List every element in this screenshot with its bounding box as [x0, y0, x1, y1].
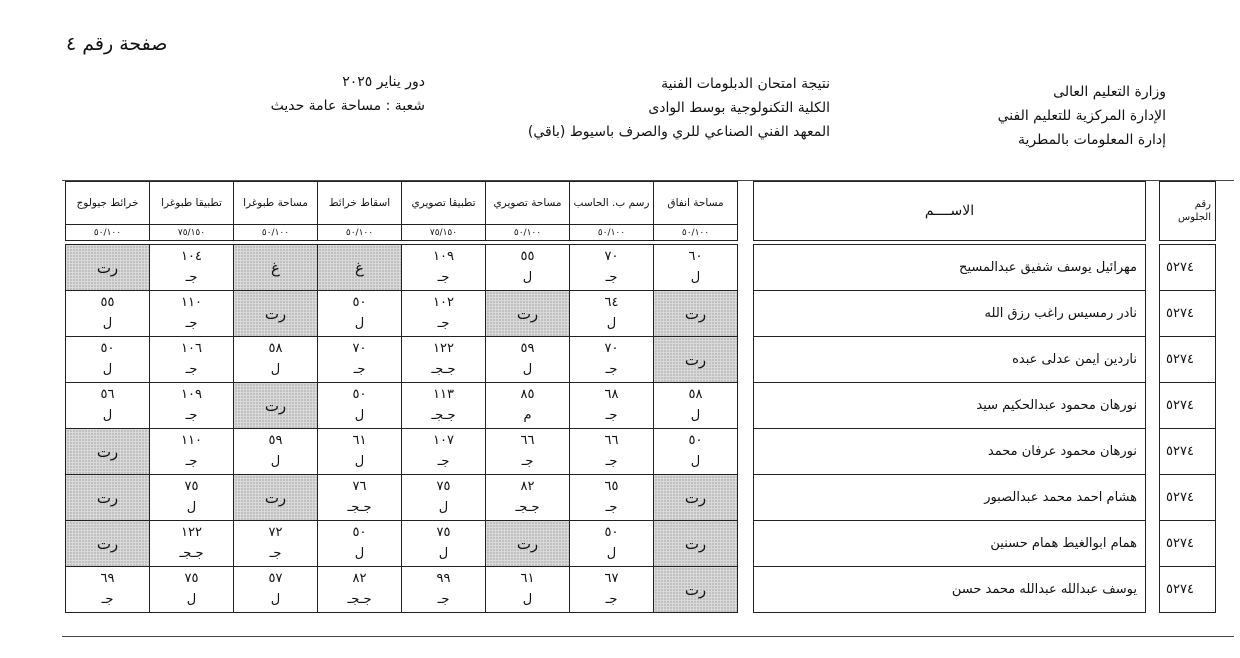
max-score: ٥٠/١٠٠	[486, 225, 570, 241]
mark-value: ٨٢	[520, 478, 535, 494]
mark-grade: جـ	[185, 361, 198, 377]
subject-header: مساحة طبوغرا	[234, 182, 318, 225]
mark-status: رت	[684, 304, 707, 323]
results-table	[65, 181, 1216, 613]
student-name: ناردين ايمن عدلى عبده	[754, 337, 1146, 383]
mark-value: ٥٨	[268, 340, 283, 356]
mark-grade: ل	[690, 269, 701, 285]
mark-cell	[654, 521, 738, 567]
mark-cell	[486, 567, 570, 613]
mark-cell	[402, 383, 486, 429]
mark-cell	[318, 429, 402, 475]
seat-number: ٥٢٧٤	[1160, 429, 1216, 475]
max-score: ٥٠/١٠٠	[570, 225, 654, 241]
mark-status: رت	[264, 488, 287, 507]
mark-value: ٥٥	[520, 248, 535, 264]
mark-grade: جـجـ	[431, 361, 456, 377]
mark-value: ١٠٩	[181, 386, 202, 402]
mark-grade: جـ	[605, 453, 618, 469]
table-row	[66, 245, 1216, 291]
ministry-line: إدارة المعلومات بالمطرية	[1018, 132, 1166, 148]
mark-cell	[66, 291, 150, 337]
mark-cell	[570, 245, 654, 291]
mark-value: ١١٠	[181, 432, 202, 448]
mark-value: ٦٥	[604, 478, 619, 494]
mark-cell	[570, 291, 654, 337]
mark-value: ٦٠	[688, 248, 703, 264]
mark-cell	[234, 567, 318, 613]
mark-cell	[402, 567, 486, 613]
mark-value: ١٢٢	[433, 340, 454, 356]
mark-value: ٦١	[520, 570, 535, 586]
student-name: همام ابوالغيط همام حسنين	[754, 521, 1146, 567]
seat-number: ٥٢٧٤	[1160, 567, 1216, 613]
mark-value: ٧٥	[184, 570, 199, 586]
subject-header: تطبيقا طبوغرا	[150, 182, 234, 225]
mark-grade: جـ	[521, 453, 534, 469]
mark-value: ١٠٤	[181, 248, 202, 264]
mark-value: ٩٩	[436, 570, 451, 586]
mark-cell	[402, 521, 486, 567]
mark-status: رت	[684, 488, 707, 507]
mark-value: ٥٩	[268, 432, 283, 448]
session-header	[271, 70, 425, 118]
mark-cell	[150, 245, 234, 291]
mark-value: ٥٠	[352, 386, 367, 402]
mark-grade: جـ	[185, 407, 198, 423]
page-number: صفحة رقم ٤	[66, 33, 168, 55]
table-row	[66, 383, 1216, 429]
mark-status: غ	[355, 258, 364, 277]
mark-value: ٨٢	[352, 570, 367, 586]
mark-value: ٥٠	[100, 340, 115, 356]
mark-grade: ل	[690, 407, 701, 423]
seat-number: ٥٢٧٤	[1160, 521, 1216, 567]
session-line: شعبة : مساحة عامة حديث	[270, 98, 425, 114]
mark-value: ٧٥	[436, 524, 451, 540]
mark-value: ١٠٧	[433, 432, 454, 448]
mark-value: ٧٢	[268, 524, 283, 540]
mark-value: ٥٠	[352, 294, 367, 310]
mark-value: ٧٠	[352, 340, 367, 356]
ministry-line: وزارة التعليم العالى	[1053, 84, 1166, 100]
mark-value: ٥٠	[352, 524, 367, 540]
table-bottom-rule	[62, 636, 1234, 637]
mark-cell	[318, 521, 402, 567]
seat-number: ٥٢٧٤	[1160, 245, 1216, 291]
mark-status: رت	[96, 488, 119, 507]
mark-cell	[570, 337, 654, 383]
seat-number: ٥٢٧٤	[1160, 291, 1216, 337]
mark-value: ١٠٢	[433, 294, 454, 310]
mark-cell	[66, 383, 150, 429]
mark-status: رت	[96, 442, 119, 461]
seat-header: رقم الجلوس	[1160, 182, 1216, 241]
mark-grade: جـ	[605, 591, 618, 607]
mark-cell	[150, 383, 234, 429]
mark-grade: ل	[522, 269, 533, 285]
exam-line: نتيجة امتحان الدبلومات الفنية	[661, 76, 830, 92]
mark-grade: جـ	[185, 315, 198, 331]
mark-cell	[150, 337, 234, 383]
mark-cell	[654, 383, 738, 429]
mark-cell	[66, 567, 150, 613]
mark-value: ٦٨	[604, 386, 619, 402]
table-row	[66, 475, 1216, 521]
max-score: ٥٠/١٠٠	[654, 225, 738, 241]
mark-status: رت	[684, 580, 707, 599]
mark-grade: ل	[354, 407, 365, 423]
mark-cell	[234, 337, 318, 383]
mark-grade: ل	[354, 453, 365, 469]
mark-cell	[654, 337, 738, 383]
mark-cell	[654, 567, 738, 613]
student-name: نادر رمسيس راغب رزق الله	[754, 291, 1146, 337]
mark-grade: جـ	[605, 269, 618, 285]
session-line: دور يناير ٢٠٢٥	[342, 74, 425, 90]
mark-grade: جـ	[437, 453, 450, 469]
ministry-header	[998, 80, 1166, 152]
mark-cell	[654, 245, 738, 291]
mark-cell	[486, 383, 570, 429]
mark-value: ٦١	[352, 432, 367, 448]
mark-grade: جـ	[101, 591, 114, 607]
mark-grade: ل	[606, 315, 617, 331]
subject-header: اسقاط خرائط	[318, 182, 402, 225]
mark-grade: ل	[270, 453, 281, 469]
mark-cell	[402, 291, 486, 337]
mark-cell	[66, 521, 150, 567]
mark-cell	[66, 475, 150, 521]
mark-status: رت	[516, 304, 539, 323]
mark-grade: ل	[186, 499, 197, 515]
mark-cell	[318, 291, 402, 337]
student-name: هشام احمد محمد عبدالصبور	[754, 475, 1146, 521]
mark-grade: جـ	[437, 315, 450, 331]
mark-status: رت	[264, 396, 287, 415]
seat-number: ٥٢٧٤	[1160, 475, 1216, 521]
mark-grade: جـ	[605, 361, 618, 377]
mark-status: غ	[271, 258, 280, 277]
table-row	[66, 337, 1216, 383]
mark-cell	[486, 521, 570, 567]
table-row	[66, 429, 1216, 475]
mark-status: رت	[516, 534, 539, 553]
ministry-line: الإدارة المركزية للتعليم الفني	[997, 108, 1166, 124]
mark-cell	[318, 475, 402, 521]
mark-cell	[234, 245, 318, 291]
mark-value: ١١٠	[181, 294, 202, 310]
mark-grade: جـ	[605, 407, 618, 423]
student-name: مهرائيل يوسف شفيق عبدالمسيح	[754, 245, 1146, 291]
mark-cell	[66, 245, 150, 291]
mark-grade: جـجـ	[347, 591, 372, 607]
max-score: ٥٠/١٠٠	[234, 225, 318, 241]
mark-value: ٧٥	[436, 478, 451, 494]
table-row	[66, 291, 1216, 337]
mark-cell	[318, 245, 402, 291]
mark-value: ٦٧	[604, 570, 619, 586]
mark-grade: ل	[102, 315, 113, 331]
student-name: نورهان محمود عرفان محمد	[754, 429, 1146, 475]
mark-grade: جـ	[353, 361, 366, 377]
mark-value: ٥٩	[520, 340, 535, 356]
mark-grade: جـ	[269, 545, 282, 561]
name-header: الاســــم	[754, 182, 1146, 241]
mark-cell	[402, 429, 486, 475]
mark-grade: جـجـ	[431, 407, 456, 423]
mark-cell	[318, 383, 402, 429]
mark-value: ٥٨	[688, 386, 703, 402]
mark-grade: جـ	[185, 453, 198, 469]
mark-cell	[486, 475, 570, 521]
mark-value: ٥٧	[268, 570, 283, 586]
mark-value: ٨٥	[520, 386, 535, 402]
mark-value: ٦٦	[604, 432, 619, 448]
mark-grade: م	[523, 407, 532, 423]
mark-status: رت	[684, 534, 707, 553]
subject-header: مساحة انفاق	[654, 182, 738, 225]
mark-grade: ل	[354, 545, 365, 561]
mark-value: ١٢٢	[181, 524, 202, 540]
mark-cell	[570, 521, 654, 567]
mark-cell	[486, 429, 570, 475]
mark-value: ٦٦	[520, 432, 535, 448]
mark-cell	[402, 337, 486, 383]
mark-cell	[234, 521, 318, 567]
mark-value: ٧٥	[184, 478, 199, 494]
mark-grade: جـ	[605, 499, 618, 515]
mark-value: ١٠٦	[181, 340, 202, 356]
mark-cell	[402, 245, 486, 291]
mark-value: ٥٠	[688, 432, 703, 448]
mark-cell	[654, 429, 738, 475]
mark-value: ٥٠	[604, 524, 619, 540]
mark-cell	[570, 475, 654, 521]
mark-grade: جـجـ	[179, 545, 204, 561]
mark-cell	[654, 291, 738, 337]
mark-cell	[570, 429, 654, 475]
max-score: ٥٠/١٠٠	[66, 225, 150, 241]
seat-number: ٥٢٧٤	[1160, 383, 1216, 429]
mark-cell	[570, 567, 654, 613]
table-row	[66, 521, 1216, 567]
mark-cell	[66, 429, 150, 475]
mark-value: ١٠٩	[433, 248, 454, 264]
seat-number: ٥٢٧٤	[1160, 337, 1216, 383]
mark-grade: ل	[102, 407, 113, 423]
mark-cell	[318, 337, 402, 383]
mark-cell	[234, 383, 318, 429]
mark-grade: جـ	[437, 269, 450, 285]
mark-value: ١١٣	[433, 386, 454, 402]
mark-grade: ل	[102, 361, 113, 377]
mark-cell	[402, 475, 486, 521]
subject-header: خرائط جيولوج	[66, 182, 150, 225]
mark-value: ٥٥	[100, 294, 115, 310]
mark-grade: جـ	[437, 591, 450, 607]
mark-grade: ل	[438, 499, 449, 515]
subject-header: تطبيقا تصويري	[402, 182, 486, 225]
mark-value: ٧٠	[604, 340, 619, 356]
max-score: ٥٠/١٠٠	[318, 225, 402, 241]
mark-value: ٧٦	[352, 478, 367, 494]
student-name: نورهان محمود عبدالحكيم سيد	[754, 383, 1146, 429]
mark-value: ٧٠	[604, 248, 619, 264]
mark-cell	[654, 475, 738, 521]
mark-grade: جـجـ	[347, 499, 372, 515]
mark-grade: ل	[186, 591, 197, 607]
mark-value: ٦٩	[100, 570, 115, 586]
subject-header: مساحة تصويري	[486, 182, 570, 225]
mark-grade: ل	[270, 591, 281, 607]
mark-status: رت	[264, 304, 287, 323]
exam-line: المعهد الفني الصناعي للري والصرف باسيوط (باقي)	[527, 124, 830, 140]
subject-header: رسم ب. الحاسب	[570, 182, 654, 225]
mark-status: رت	[684, 350, 707, 369]
max-score: ٧٥/١٥٠	[402, 225, 486, 241]
mark-cell	[234, 429, 318, 475]
mark-value: ٥٦	[100, 386, 115, 402]
mark-grade: ل	[690, 453, 701, 469]
mark-cell	[150, 567, 234, 613]
max-score: ٧٥/١٥٠	[150, 225, 234, 241]
mark-cell	[234, 291, 318, 337]
mark-status: رت	[96, 258, 119, 277]
exam-header	[528, 72, 830, 144]
mark-status: رت	[96, 534, 119, 553]
mark-value: ٦٤	[604, 294, 619, 310]
mark-grade: ل	[270, 361, 281, 377]
mark-grade: ل	[606, 545, 617, 561]
mark-cell	[66, 337, 150, 383]
mark-cell	[150, 291, 234, 337]
mark-grade: ل	[438, 545, 449, 561]
mark-cell	[150, 475, 234, 521]
student-name: يوسف عبدالله عبدالله محمد حسن	[754, 567, 1146, 613]
mark-cell	[150, 521, 234, 567]
mark-grade: ل	[354, 315, 365, 331]
mark-cell	[486, 245, 570, 291]
mark-grade: ل	[522, 361, 533, 377]
mark-cell	[570, 383, 654, 429]
mark-grade: ل	[522, 591, 533, 607]
mark-cell	[150, 429, 234, 475]
mark-grade: جـجـ	[515, 499, 540, 515]
mark-cell	[318, 567, 402, 613]
exam-line: الكلية التكنولوجية بوسط الوادى	[648, 100, 830, 116]
mark-cell	[486, 337, 570, 383]
table-row	[66, 567, 1216, 613]
mark-cell	[234, 475, 318, 521]
mark-grade: جـ	[185, 269, 198, 285]
mark-cell	[486, 291, 570, 337]
